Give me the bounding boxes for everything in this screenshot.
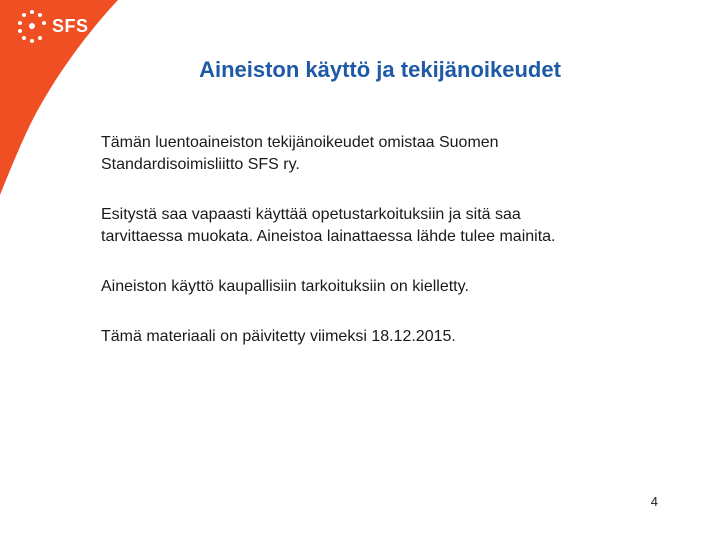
slide-body [101,132,681,348]
paragraph-usage [101,204,681,248]
paragraph-line: Standardisoimisliitto SFS ry. [101,156,300,173]
paragraph-line: tarvittaessa muokata. Aineistoa lainattaessa lähde tulee mainita. [101,228,556,245]
page-number: 4 [650,494,658,509]
paragraph-line: Esitystä saa vapaasti käyttää opetustarkoituksiin ja sitä saa [101,206,521,223]
logo-dots-icon [14,8,50,44]
slide-title: Aineiston käyttö ja tekijänoikeudet [199,57,561,82]
sfs-logo [14,8,94,44]
paragraph-copyright [101,132,681,176]
paragraph-line: Aineiston käyttö kaupallisiin tarkoituksiin on kielletty. [101,278,469,295]
paragraph-commercial [101,276,681,298]
logo-text: SFS [52,16,89,36]
paragraph-line: Tämän luentoaineiston tekijänoikeudet omistaa Suomen [101,134,499,151]
paragraph-updated [101,326,681,348]
paragraph-line: Tämä materiaali on päivitetty viimeksi 18.12.2015. [101,328,456,345]
